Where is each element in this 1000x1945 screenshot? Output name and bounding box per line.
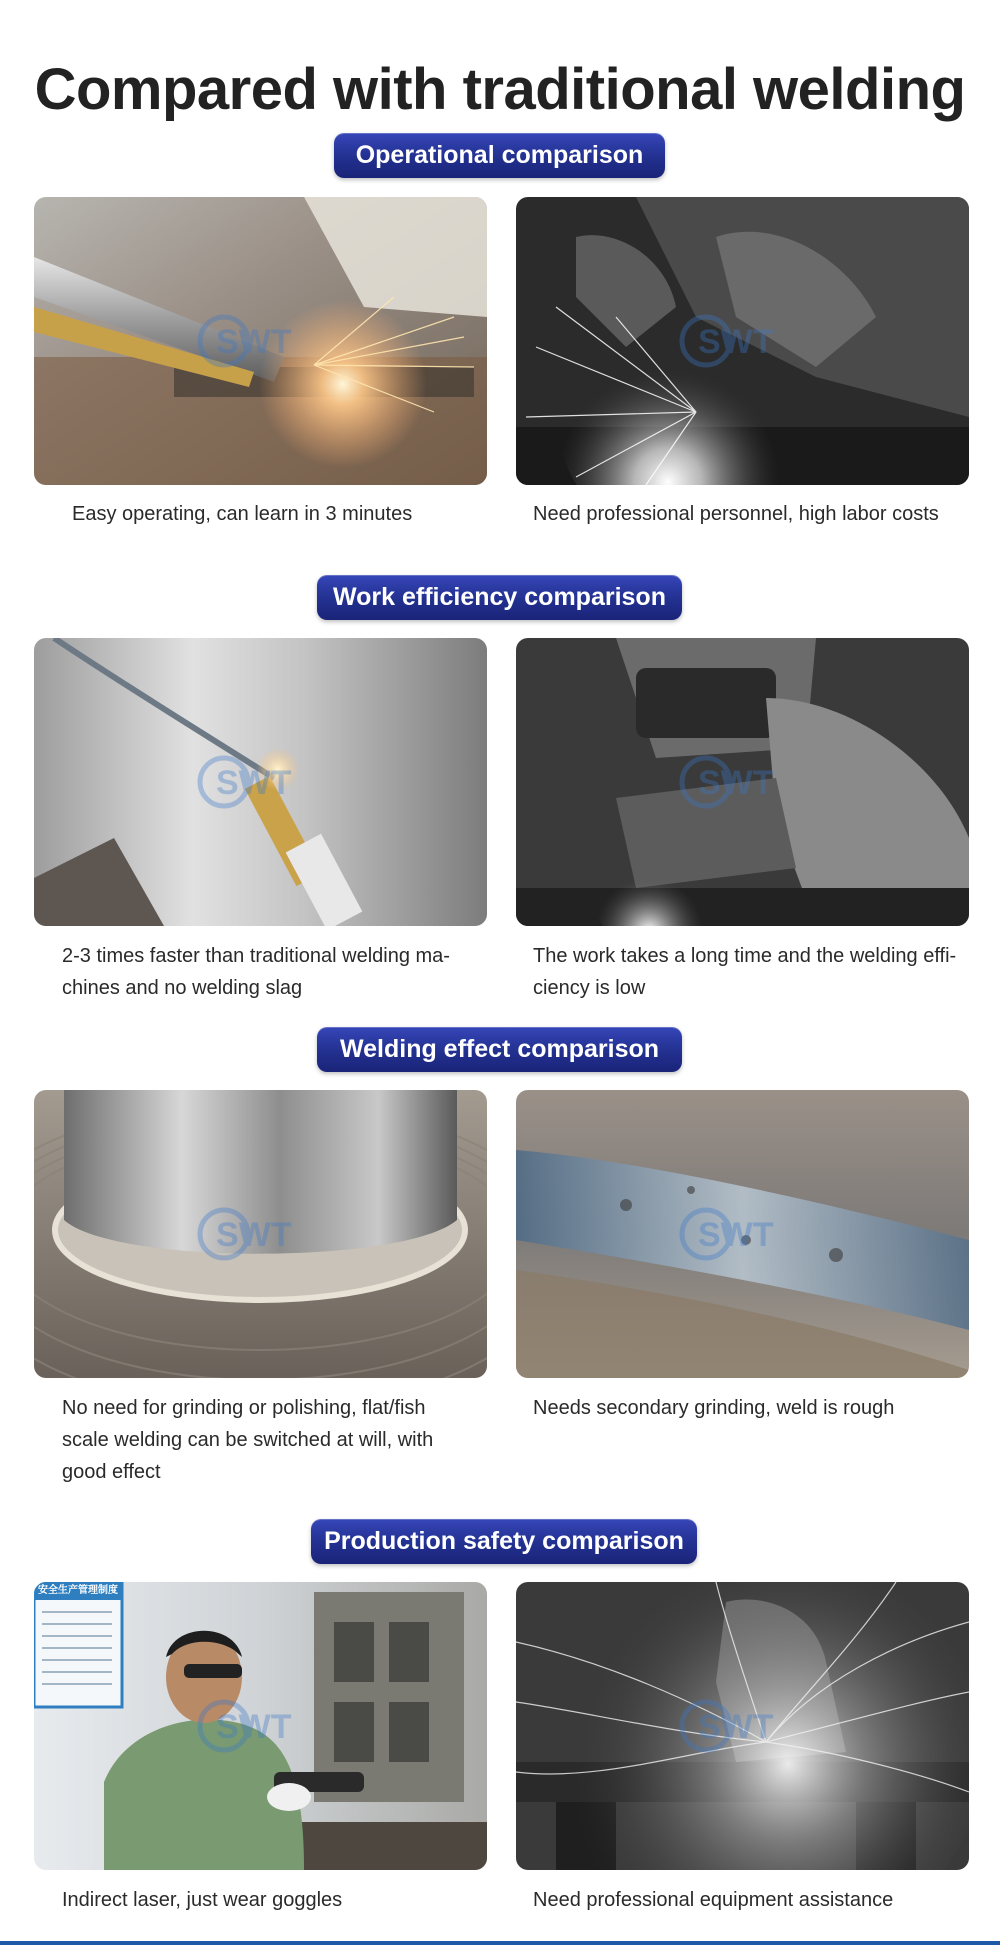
caption-effect-left-line3: good effect [62, 1461, 161, 1483]
section-heading-welding-effect: Welding effect comparison [317, 1027, 682, 1072]
caption-operational-right: Need professional personnel, high labor costs [533, 503, 939, 525]
page-title: Compared with traditional welding [34, 57, 966, 122]
swt-watermark-icon [678, 1204, 808, 1264]
svg-text:SWT: SWT [215, 764, 292, 802]
svg-text:SWT: SWT [697, 323, 774, 361]
swt-watermark-icon [196, 311, 326, 371]
operator-with-goggles-photo [34, 1582, 487, 1870]
svg-text:SWT: SWT [697, 1708, 774, 1746]
caption-effect-left-line2: scale welding can be switched at will, with [62, 1429, 434, 1451]
section-heading-operational: Operational comparison [334, 133, 665, 178]
swt-watermark-icon [196, 1204, 326, 1264]
rough-arc-weld-photo [516, 1090, 969, 1378]
swt-watermark-icon [196, 1696, 326, 1756]
laser-welding-torch-photo [34, 197, 487, 485]
smooth-laser-weld-photo [34, 1090, 487, 1378]
caption-efficiency-right-line1: The work takes a long time and the welding effi- [533, 945, 957, 967]
swt-watermark-icon [678, 752, 808, 812]
svg-text:SWT: SWT [215, 1708, 292, 1746]
section-heading-work-efficiency: Work efficiency comparison [317, 575, 682, 620]
welder-sparks-photo [516, 1582, 969, 1870]
caption-efficiency-left-line2: chines and no welding slag [62, 977, 303, 999]
caption-effect-left-line1: No need for grinding or polishing, flat/fish [62, 1397, 426, 1419]
traditional-arc-welding-photo [516, 197, 969, 485]
caption-operational-left: Easy operating, can learn in 3 minutes [72, 503, 413, 525]
svg-text:SWT: SWT [215, 323, 292, 361]
caption-efficiency-left-line1: 2-3 times faster than traditional welding ma- [62, 945, 450, 967]
section-heading-production-safety: Production safety comparison [311, 1519, 697, 1564]
caption-safety-left: Indirect laser, just wear goggles [62, 1889, 343, 1911]
laser-welding-seam-photo [34, 638, 487, 926]
caption-effect-right-line1: Needs secondary grinding, weld is rough [533, 1397, 895, 1419]
caption-efficiency-right-line2: ciency is low [533, 977, 646, 999]
welder-with-mask-photo [516, 638, 969, 926]
swt-watermark-icon [678, 311, 808, 371]
svg-text:SWT: SWT [697, 1216, 774, 1254]
bottom-divider [0, 1941, 1000, 1945]
caption-safety-right: Need professional equipment assistance [533, 1889, 894, 1911]
safety-poster-title: 安全生产管理制度 [38, 1585, 118, 1596]
svg-text:SWT: SWT [697, 764, 774, 802]
svg-text:SWT: SWT [215, 1216, 292, 1254]
swt-watermark-icon [678, 1696, 808, 1756]
swt-watermark-icon [196, 752, 326, 812]
